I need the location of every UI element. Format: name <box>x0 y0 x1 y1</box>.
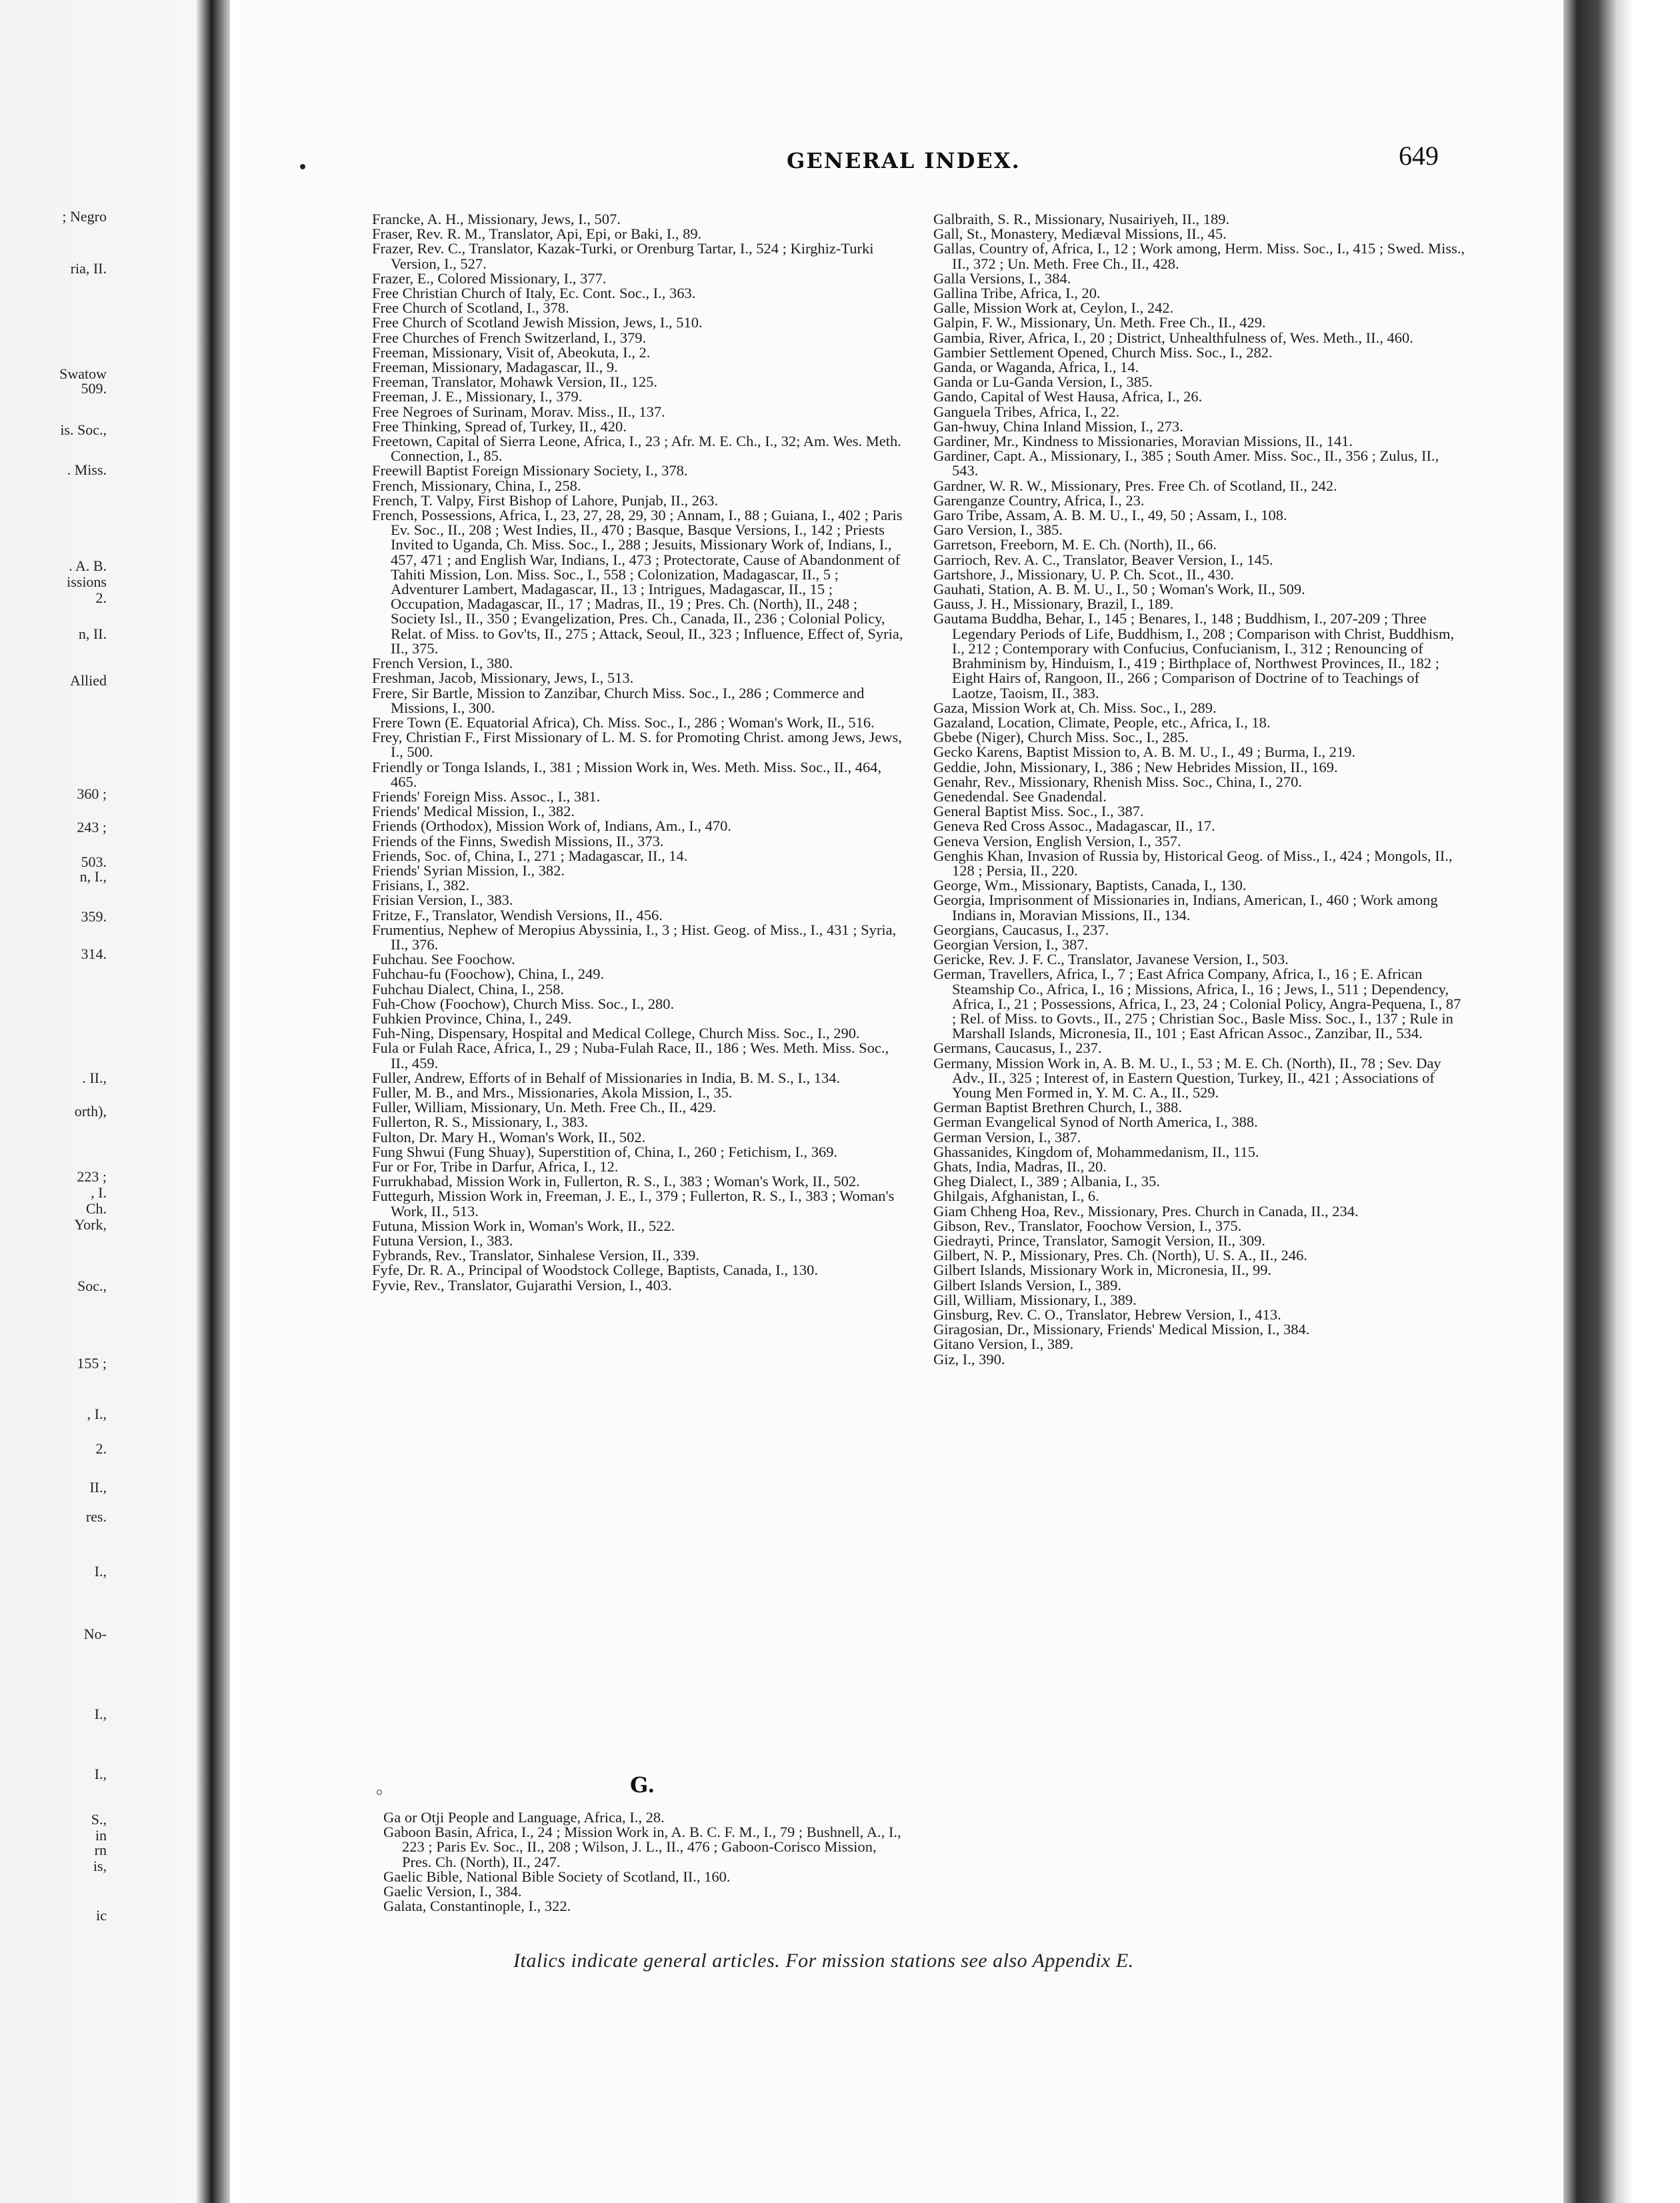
index-entry: Fyfe, Dr. R. A., Principal of Woodstock College, Baptists, Canada, I., 130. <box>372 1262 818 1279</box>
facing-text-fragment: issions <box>67 573 107 590</box>
index-entry: Gartshore, J., Missionary, U. P. Ch. Scot., II., 430. <box>933 565 1235 583</box>
index-entry: Friends' Foreign Miss. Assoc., I., 381. <box>372 787 601 805</box>
facing-text-fragment: 503. <box>81 853 107 870</box>
index-entry: Gaelic Bible, National Bible Society of Scotland, II., 160. <box>383 1868 731 1885</box>
index-entry: Ga or Otji People and Language, Africa, I., 28. <box>383 1809 665 1826</box>
facing-text-fragment: is. Soc., <box>60 421 107 438</box>
facing-page-fragment <box>0 0 107 2203</box>
index-entry: Freshman, Jacob, Missionary, Jews, I., 513. <box>372 669 634 687</box>
facing-text-fragment: No- <box>83 1626 107 1642</box>
index-entry: Gando, Capital of West Hausa, Africa, I., 26. <box>933 388 1203 405</box>
index-entry: Ganguela Tribes, Africa, I., 22. <box>933 403 1120 420</box>
index-entry: Gardiner, Mr., Kindness to Missionaries, Moravian Missions, II., 141. <box>933 433 1353 450</box>
facing-text-fragment: York, <box>74 1216 107 1233</box>
index-entry: Futtegurh, Mission Work in, Freeman, J. E., I., 379 ; Fullerton, R. S., I., 383 ; Woman's Work, II., 513. <box>372 1188 895 1220</box>
facing-text-fragment: ria, II. <box>70 260 107 277</box>
footer-note: Italics indicate general articles. For mission stations see also Appendix E. <box>513 1950 1134 1972</box>
index-entry: French, T. Valpy, First Bishop of Lahore, Punjab, II., 263. <box>372 491 719 509</box>
facing-text-fragment: orth), <box>74 1103 107 1120</box>
facing-text-fragment: n, II. <box>78 625 107 642</box>
index-entry: Freetown, Capital of Sierra Leone, Africa, I., 23 ; Afr. M. E. Ch., I., 32; Am. Wes. Meth. Connection, I., 85. <box>372 433 901 465</box>
page-number: 649 <box>1399 141 1439 171</box>
facing-text-fragment: I., <box>94 1706 107 1722</box>
index-entry: Galpin, F. W., Missionary, Un. Meth. Free Ch., II., 429. <box>933 314 1266 331</box>
index-entry: Free Christian Church of Italy, Ec. Cont. Soc., I., 363. <box>372 285 696 302</box>
index-entry: Freewill Baptist Foreign Missionary Society, I., 378. <box>372 462 688 479</box>
index-entry: Fuhchau-fu (Foochow), China, I., 249. <box>372 965 605 983</box>
index-entry: Ganda, or Waganda, Africa, I., 14. <box>933 359 1139 376</box>
index-entry: Fula or Fulah Race, Africa, I., 29 ; Nuba-Fulah Race, II., 186 ; Wes. Meth. Miss. Soc., II., 459. <box>372 1039 889 1071</box>
facing-text-fragment: I., <box>94 1766 107 1782</box>
index-entry: Francke, A. H., Missionary, Jews, I., 507. <box>372 211 621 227</box>
index-entry: General Baptist Miss. Soc., I., 387. <box>933 803 1144 820</box>
index-entry: Furrukhabad, Mission Work in, Fullerton, R. S., I., 383 ; Woman's Work, II., 502. <box>372 1173 860 1190</box>
index-entry: Frere Town (E. Equatorial Africa), Ch. Miss. Soc., I., 286 ; Woman's Work, II., 516. <box>372 713 875 731</box>
index-entry: Frazer, E., Colored Missionary, I., 377. <box>372 269 607 287</box>
index-entry: Germany, Mission Work in, A. B. M. U., I., 53 ; M. E. Ch. (North), II., 78 ; Sev. Day Adv., II., 325 ; Interest of, in Eastern Question, Turkey, II., 421 ; Associations of Young Men Formed in, Y. M. C. A., II., 529. <box>933 1054 1441 1101</box>
index-column-right <box>933 212 1467 1367</box>
page-mark-dot <box>300 164 305 169</box>
facing-text-fragment: 155 ; <box>77 1355 107 1372</box>
index-entry: Gazaland, Location, Climate, People, etc., Africa, I., 18. <box>933 713 1271 731</box>
facing-text-fragment: 314. <box>81 945 107 962</box>
facing-text-fragment: rn <box>94 1842 107 1858</box>
index-entry: Garenganze Country, Africa, I., 23. <box>933 491 1145 509</box>
index-entry: Friends of the Finns, Swedish Missions, II., 373. <box>372 832 664 849</box>
facing-text-fragment: ; Negro <box>62 208 107 225</box>
index-entry: Gilbert, N. P., Missionary, Pres. Ch. (North), U. S. A., II., 246. <box>933 1247 1308 1264</box>
page-title: GENERAL INDEX. <box>787 148 1021 173</box>
index-entry: Giz, I., 390. <box>933 1350 1005 1368</box>
index-entry: French, Possessions, Africa, I., 23, 27, 28, 29, 30 ; Annam, I., 88 ; Guiana, I., 402 ; Paris Ev. Soc., II., 208 ; West Indies, II., 470 ; Basque, Basque Versions, I., 142 ; Priests Invited to Uganda, Ch. Miss. Soc., I., 288 ; Jesuits, Missionary Work of, Indians, I., 457, 471 ; and English War, Indians, I., 473 ; Protectorate, Cause of Abandonment of Tahiti Mission, Lon. Miss. Soc., I., 558 ; Colonization, Madagascar, II., 5 ; Adventurer Lambert, Madagascar, II., 13 ; Intrigues, Madagascar, II., 15 ; Occupation, Madagascar, II., 17 ; Madras, II., 19 ; Pres. Ch. (North), II., 248 ; Society Isl., II., 350 ; Evangelization, Pres. Ch., Canada, II., 236 ; Colonial Policy, Relat. of Miss. to Gov'ts, II., 275 ; Attack, Seoul, II., 323 ; Influence, Effect of, Syria, II., 375. <box>372 507 903 657</box>
index-entry: Fuh-Chow (Foochow), Church Miss. Soc., I., 280. <box>372 995 675 1012</box>
index-entry: Ghassanides, Kingdom of, Mohammedanism, II., 115. <box>933 1143 1259 1160</box>
index-entry: Georgian Version, I., 387. <box>933 935 1089 953</box>
index-entry: Freeman, J. E., Missionary, I., 379. <box>372 388 583 405</box>
index-entry: Geddie, John, Missionary, I., 386 ; New Hebrides Mission, II., 169. <box>933 758 1338 775</box>
index-entry: Georgia, Imprisonment of Missionaries in, Indians, American, I., 460 ; Work among Indians in, Moravian Missions, II., 134. <box>933 891 1438 923</box>
index-entry: Friends (Orthodox), Mission Work of, Indians, Am., I., 470. <box>372 817 732 835</box>
index-entry: Ganda or Lu-Ganda Version, I., 385. <box>933 373 1153 391</box>
index-entry: Gitano Version, I., 389. <box>933 1336 1074 1353</box>
index-entry: Gaboon Basin, Africa, I., 24 ; Mission Work in, A. B. C. F. M., I., 79 ; Bushnell, A., I., 223 ; Paris Ev. Soc., II., 208 ; Wilson, J. L., II., 476 ; Gaboon-Corisco Mission, Pres. Ch. (North), II., 247. <box>383 1824 901 1870</box>
index-entry: Gardner, W. R. W., Missionary, Pres. Free Ch. of Scotland, II., 242. <box>933 477 1337 494</box>
index-entry: Giam Chheng Hoa, Rev., Missionary, Pres. Church in Canada, II., 234. <box>933 1202 1359 1220</box>
index-entry: Galla Versions, I., 384. <box>933 269 1071 287</box>
index-entry: German, Travellers, Africa, I., 7 ; East Africa Company, Africa, I., 16 ; E. African Steamship Co., Africa, I., 16 ; Missions, Africa, I., 16 ; Jews, I., 511 ; Dependency, Africa, I., 21 ; Possessions, Africa, I., 23, 24 ; Colonial Policy, Angra-Pequena, I., 87 ; Rel. of Miss. to Govts., II., 275 ; Christian Soc., Basle Miss. Soc., I., 137 ; Rule in Marshall Islands, Micronesia, II., 101 ; East African Assoc., Zanzibar, II., 534. <box>933 965 1461 1042</box>
index-column-g <box>383 1810 903 1914</box>
index-entry: Gan-hwuy, China Inland Mission, I., 273. <box>933 417 1183 435</box>
index-entry: Ginsburg, Rev. C. O., Translator, Hebrew Version, I., 413. <box>933 1306 1281 1324</box>
index-column-left <box>372 212 905 1293</box>
index-entry: Fuhchau Dialect, China, I., 258. <box>372 980 565 997</box>
index-entry: Ghats, India, Madras, II., 20. <box>933 1158 1107 1175</box>
index-entry: Frey, Christian F., First Missionary of L. M. S. for Promoting Christ. among Jews, Jews, I., 500. <box>372 729 902 761</box>
index-entry: Frisian Version, I., 383. <box>372 891 513 909</box>
index-entry: German Baptist Brethren Church, I., 388. <box>933 1099 1183 1116</box>
index-entry: Fraser, Rev. R. M., Translator, Api, Epi, or Baki, I., 89. <box>372 225 702 243</box>
index-entry: Gardiner, Capt. A., Missionary, I., 385 ; South Amer. Miss. Soc., II., 356 ; Zulus, II., 543. <box>933 447 1439 479</box>
facing-text-fragment: is, <box>93 1858 107 1874</box>
index-entry: Gaza, Mission Work at, Ch. Miss. Soc., I., 289. <box>933 699 1217 716</box>
index-entry: Gericke, Rev. J. F. C., Translator, Javanese Version, I., 503. <box>933 951 1289 968</box>
index-entry: Free Thinking, Spread of, Turkey, II., 420. <box>372 417 627 435</box>
index-entry: Gambier Settlement Opened, Church Miss. Soc., I., 282. <box>933 343 1273 361</box>
index-entry: Gaelic Version, I., 384. <box>383 1883 522 1900</box>
index-entry: Freeman, Missionary, Madagascar, II., 9. <box>372 359 618 376</box>
index-entry: Ghilgais, Afghanistan, I., 6. <box>933 1188 1099 1205</box>
index-entry: German Evangelical Synod of North America, I., 388. <box>933 1114 1258 1131</box>
facing-text-fragment: Swatow <box>59 365 107 382</box>
index-entry: Free Church of Scotland, I., 378. <box>372 299 569 317</box>
index-entry: Futuna, Mission Work in, Woman's Work, II., 522. <box>372 1217 675 1234</box>
index-entry: Fuller, William, Missionary, Un. Meth. Free Ch., II., 429. <box>372 1099 717 1116</box>
facing-text-fragment: , I., <box>87 1406 107 1422</box>
index-entry: Gbebe (Niger), Church Miss. Soc., I., 285. <box>933 729 1189 746</box>
index-entry: Friends' Medical Mission, I., 382. <box>372 803 575 820</box>
facing-text-fragment: Allied <box>70 672 107 689</box>
facing-text-fragment: 2. <box>95 1440 107 1457</box>
index-entry: Gheg Dialect, I., 389 ; Albania, I., 35. <box>933 1173 1160 1190</box>
facing-text-fragment: 360 ; <box>77 785 107 802</box>
index-entry: Fybrands, Rev., Translator, Sinhalese Version, II., 339. <box>372 1247 699 1264</box>
index-entry: Garo Tribe, Assam, A. B. M. U., I., 49, 50 ; Assam, I., 108. <box>933 507 1287 524</box>
index-entry: Galata, Constantinople, I., 322. <box>383 1898 571 1915</box>
facing-text-fragment: Ch. <box>85 1200 107 1217</box>
facing-text-fragment: . A. B. <box>69 557 107 574</box>
index-entry: Fritze, F., Translator, Wendish Versions, II., 456. <box>372 906 663 923</box>
scan-gutter-right <box>1563 0 1680 2203</box>
index-entry: Gill, William, Missionary, I., 389. <box>933 1291 1137 1308</box>
index-entry: Gilbert Islands, Missionary Work in, Micronesia, II., 99. <box>933 1262 1272 1279</box>
index-entry: Free Churches of French Switzerland, I., 379. <box>372 329 647 346</box>
index-entry: Fulton, Dr. Mary H., Woman's Work, II., 502. <box>372 1128 646 1146</box>
index-entry: Gallina Tribe, Africa, I., 20. <box>933 285 1101 302</box>
index-entry: Gauss, J. H., Missionary, Brazil, I., 189. <box>933 595 1174 613</box>
index-entry: French Version, I., 380. <box>372 655 513 672</box>
index-entry: Gallas, Country of, Africa, I., 12 ; Work among, Herm. Miss. Soc., I., 415 ; Swed. Miss., II., 372 ; Un. Meth. Free Ch., II., 428. <box>933 240 1465 272</box>
facing-text-fragment: res. <box>85 1508 107 1525</box>
facing-text-fragment: 509. <box>81 380 107 397</box>
index-entry: Garretson, Freeborn, M. E. Ch. (North), II., 66. <box>933 536 1217 553</box>
index-entry: George, Wm., Missionary, Baptists, Canada, I., 130. <box>933 877 1247 894</box>
index-entry: Fuller, Andrew, Efforts of in Behalf of Missionaries in India, B. M. S., I., 134. <box>372 1069 841 1086</box>
index-entry: Gambia, River, Africa, I., 20 ; District, Unhealthfulness of, Wes. Meth., II., 460. <box>933 329 1413 346</box>
section-heading-g: G. <box>630 1772 655 1798</box>
index-entry: Fuller, M. B., and Mrs., Missionaries, Akola Mission, I., 35. <box>372 1083 733 1101</box>
index-entry: Genahr, Rev., Missionary, Rhenish Miss. Soc., China, I., 270. <box>933 773 1303 790</box>
index-entry: Georgians, Caucasus, I., 237. <box>933 921 1109 938</box>
section-mark-icon <box>377 1790 382 1795</box>
facing-text-fragment: S., <box>91 1811 107 1828</box>
index-entry: Fullerton, R. S., Missionary, I., 383. <box>372 1114 589 1131</box>
index-entry: Gibson, Rev., Translator, Foochow Version, I., 375. <box>933 1217 1242 1234</box>
index-entry: Gauhati, Station, A. B. M. U., I., 50 ; Woman's Work, II., 509. <box>933 581 1305 598</box>
index-entry: Galbraith, S. R., Missionary, Nusairiyeh, II., 189. <box>933 211 1230 227</box>
index-entry: Free Negroes of Surinam, Morav. Miss., II., 137. <box>372 403 665 420</box>
index-entry: Free Church of Scotland Jewish Mission, Jews, I., 510. <box>372 314 703 331</box>
index-entry: Fung Shwui (Fung Shuay), Superstition of, China, I., 260 ; Fetichism, I., 369. <box>372 1143 838 1160</box>
facing-text-fragment: . II., <box>82 1069 107 1086</box>
index-entry: Gautama Buddha, Behar, I., 145 ; Benares, I., 148 ; Buddhism, I., 207-209 ; Three Legendary Periods of Life, Buddhism, I., 208 ; Comparison with Christ, Buddhism, I., 212 ; Contemporary with Confucius, Confucianism, I., 312 ; Renouncing of Brahminism by, Hinduism, I., 419 ; Birthplace of, Northwest Provinces, II., 182 ; Eight Hairs of, Rangoon, II., 266 ; Comparison of Doctrine of to Teachings of Laotze, Taoism, II., 383. <box>933 610 1455 701</box>
index-entry: Friends, Soc. of, China, I., 271 ; Madagascar, II., 14. <box>372 847 688 864</box>
index-entry: Frumentius, Nephew of Meropius Abyssinia, I., 3 ; Hist. Geog. of Miss., I., 431 ; Syria, II., 376. <box>372 921 897 953</box>
facing-text-fragment: 2. <box>95 589 107 606</box>
index-entry: Genedendal. See Gnadendal. <box>933 787 1107 805</box>
index-entry: French, Missionary, China, I., 258. <box>372 477 581 494</box>
facing-text-fragment: 359. <box>81 908 107 925</box>
index-entry: Frisians, I., 382. <box>372 877 470 894</box>
facing-text-fragment: 243 ; <box>77 819 107 835</box>
facing-text-fragment: ic <box>96 1907 107 1924</box>
facing-text-fragment: , I. <box>91 1184 107 1201</box>
index-entry: Fuh-Ning, Dispensary, Hospital and Medical College, Church Miss. Soc., I., 290. <box>372 1025 860 1042</box>
facing-text-fragment: in <box>95 1827 107 1844</box>
facing-text-fragment: n, I., <box>79 868 107 885</box>
index-entry: Frere, Sir Bartle, Mission to Zanzibar, Church Miss. Soc., I., 286 ; Commerce and Missions, I., 300. <box>372 684 865 716</box>
index-entry: Fuhchau. See Foochow. <box>372 951 515 968</box>
index-entry: Gecko Karens, Baptist Mission to, A. B. M. U., I., 49 ; Burma, I., 219. <box>933 743 1356 761</box>
index-entry: Fuhkien Province, China, I., 249. <box>372 1009 572 1027</box>
index-entry: Fyvie, Rev., Translator, Gujarathi Version, I., 403. <box>372 1276 672 1294</box>
facing-text-fragment: . Miss. <box>67 461 107 478</box>
facing-text-fragment: II., <box>89 1479 107 1496</box>
index-entry: Garrioch, Rev. A. C., Translator, Beaver Version, I., 145. <box>933 551 1273 568</box>
index-entry: Gilbert Islands Version, I., 389. <box>933 1276 1122 1294</box>
index-entry: Friendly or Tonga Islands, I., 381 ; Mission Work in, Wes. Meth. Miss. Soc., II., 464, 465. <box>372 758 882 790</box>
index-entry: Geneva Version, English Version, I., 357. <box>933 832 1181 849</box>
index-entry: Genghis Khan, Invasion of Russia by, Historical Geog. of Miss., I., 424 ; Mongols, II., 128 ; Persia, II., 220. <box>933 847 1453 879</box>
facing-text-fragment: Soc., <box>77 1278 107 1294</box>
index-entry: German Version, I., 387. <box>933 1128 1081 1146</box>
index-entry: Fur or For, Tribe in Darfur, Africa, I., 12. <box>372 1158 619 1175</box>
index-entry: Futuna Version, I., 383. <box>372 1232 513 1250</box>
index-entry: Freeman, Missionary, Visit of, Abeokuta, I., 2. <box>372 343 651 361</box>
index-entry: Frazer, Rev. C., Translator, Kazak-Turki, or Orenburg Tartar, I., 524 ; Kirghiz-Turki Version, I., 527. <box>372 240 874 272</box>
index-entry: Gall, St., Monastery, Mediæval Missions, II., 45. <box>933 225 1227 243</box>
facing-text-fragment: I., <box>94 1563 107 1580</box>
index-entry: Friends' Syrian Mission, I., 382. <box>372 861 565 879</box>
index-entry: Giragosian, Dr., Missionary, Friends' Medical Mission, I., 384. <box>933 1321 1310 1338</box>
index-entry: Galle, Mission Work at, Ceylon, I., 242. <box>933 299 1174 317</box>
index-entry: Germans, Caucasus, I., 237. <box>933 1039 1102 1057</box>
index-entry: Geneva Red Cross Assoc., Madagascar, II., 17. <box>933 817 1215 835</box>
index-entry: Giedrayti, Prince, Translator, Samogit Version, II., 309. <box>933 1232 1266 1250</box>
index-entry: Freeman, Translator, Mohawk Version, II., 125. <box>372 373 658 391</box>
index-entry: Garo Version, I., 385. <box>933 521 1063 539</box>
facing-text-fragment: 223 ; <box>77 1168 107 1185</box>
